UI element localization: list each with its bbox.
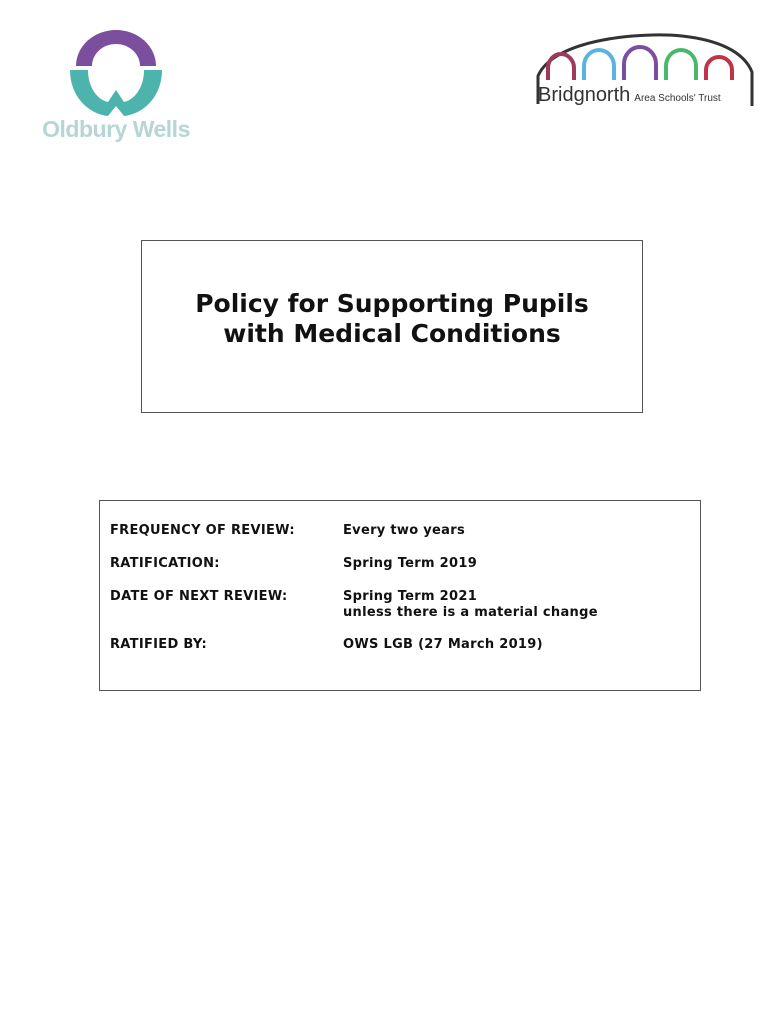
- oldbury-wells-logo: [36, 28, 196, 150]
- review-info-box: [99, 500, 701, 691]
- bridgnorth-trust-logo: [534, 28, 756, 112]
- next-review-term: Spring Term 2021: [343, 589, 478, 604]
- date-of-next-review-label: DATE OF NEXT REVIEW:: [110, 589, 288, 604]
- title-box: [141, 240, 643, 413]
- oldbury-wells-emblem-icon: [64, 28, 168, 118]
- ratified-by-label: RATIFIED BY:: [110, 637, 207, 652]
- title-line-2: with Medical Conditions: [223, 319, 561, 348]
- ratified-by-value: OWS LGB (27 March 2019): [343, 637, 543, 652]
- title-line-1: Policy for Supporting Pupils: [195, 289, 589, 318]
- bridgnorth-name: Bridgnorth: [538, 84, 631, 106]
- oldbury-wells-wordmark: Oldbury Wells: [42, 116, 190, 142]
- ratification-value: Spring Term 2019: [343, 556, 478, 571]
- bridgnorth-wordmark: [538, 84, 721, 107]
- frequency-of-review-value: Every two years: [343, 523, 465, 538]
- ratification-label: RATIFICATION:: [110, 556, 220, 571]
- area-schools-trust-name: Area Schools' Trust: [634, 93, 721, 104]
- document-title: [142, 289, 642, 349]
- next-review-condition: unless there is a material change: [343, 605, 598, 620]
- date-of-next-review-value: [343, 589, 598, 621]
- frequency-of-review-label: FREQUENCY OF REVIEW:: [110, 523, 295, 538]
